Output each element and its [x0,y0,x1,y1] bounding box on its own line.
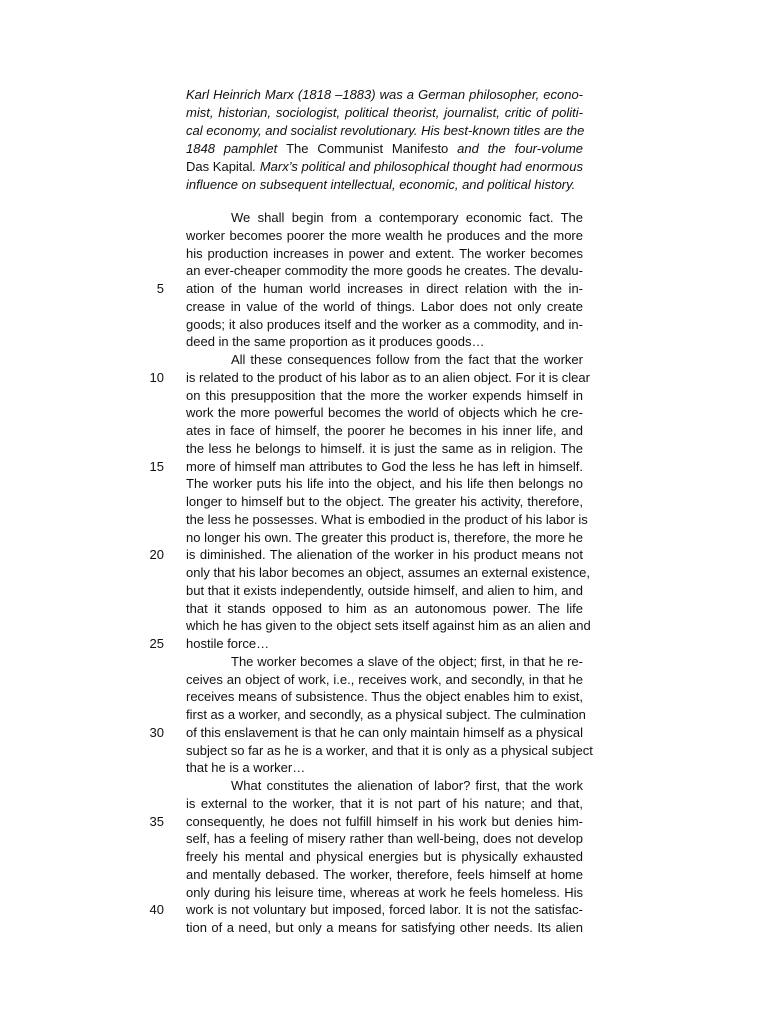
line-number-spacer [130,777,164,795]
line-number-spacer [130,333,164,351]
text-line: more of himself man attributes to God the less he has left in himself. [186,458,583,474]
text-line: which he has given to the object sets itself against him as an alien and [186,618,591,634]
line-number: 5 [156,281,164,296]
line-number: 25 [149,636,164,651]
text-line: of this enslavement is that he can only maintain himself as a physical [186,724,583,740]
main-text [186,209,593,937]
text-line: tion of a need, but only a means for satisfying other needs. Its alien [186,920,583,935]
text-line: freely his mental and physical energies but is physically exhausted [186,849,583,864]
text-line: and mentally debased. The worker, therefore, feels himself at home [186,866,583,882]
intro-line [186,140,583,158]
text-line: The worker becomes a slave of the object; first, in that he re- [231,653,583,669]
line-number-spacer [130,617,164,635]
text-line: his production increases in power and extent. The worker becomes [186,245,583,261]
intro-line: influence on subsequent intellectual, economic, and political history. [186,177,576,192]
text-line: ates in face of himself, the poorer he becomes in his inner life, and [186,423,583,438]
book-title-das-kapital: Das Kapital [186,159,253,174]
line-number: 20 [149,547,164,563]
book-title-communist-manifesto: The Communist Manifesto [286,141,449,156]
intro-line: cal economy, and socialist revolutionary. His best-known titles are the [186,123,585,138]
line-number-spacer [130,387,164,405]
text-line: an ever-cheaper commodity the more goods he creates. The devalu- [186,263,583,279]
author-intro [186,86,583,194]
line-number-spacer [130,795,164,813]
line-number-spacer [130,706,164,724]
line-number-spacer [130,404,164,422]
intro-text: 1848 pamphlet [186,141,287,156]
line-number-spacer [130,298,164,316]
text-line: the less he belongs to himself. it is just the same as in religion. The [186,440,583,456]
line-number: 10 [149,369,164,385]
line-number-spacer [130,227,164,245]
text-line: goods; it also produces itself and the worker as a commodity, and in- [186,316,583,332]
text-line: first as a worker, and secondly, as a physical subject. The culmination [186,707,586,722]
text-line: deed in the same proportion as it produces goods… [186,334,485,350]
line-number-spacer [130,440,164,458]
line-number-spacer [130,422,164,440]
text-line: worker becomes poorer the more wealth he produces and the more [186,227,583,243]
line-number-spacer [130,759,164,777]
line-number-spacer [130,262,164,280]
line-number-spacer [130,245,164,263]
text-line: that it stands opposed to him as an autonomous power. The life [186,600,583,616]
text-line: consequently, he does not fulfill himself in his work but denies him- [186,813,583,829]
text-line: but that it exists independently, outside himself, and alien to him, and [186,582,583,598]
text-line: no longer his own. The greater this product is, therefore, the more he [186,529,583,545]
intro-text: . Marx’s political and philosophical thought had enormous [252,159,583,174]
text-line: crease in value of the world of things. Labor does not only create [186,298,583,314]
text-line: longer to himself but to the object. The greater his activity, therefore, [186,494,583,509]
text-line: is related to the product of his labor as to an alien object. For it is clear [186,369,590,385]
text-line: is diminished. The alienation of the worker in his product means not [186,547,583,563]
line-number-spacer [130,475,164,493]
text-line: self, has a feeling of misery rather than well-being, does not develop [186,831,583,847]
text-line: We shall begin from a contemporary economic fact. The [231,210,583,225]
text-line: All these consequences follow from the fact that the worker [231,352,583,367]
line-number-spacer [130,529,164,547]
line-number-spacer [130,742,164,760]
text-line: work the more powerful becomes the world of objects which he cre- [186,405,583,421]
line-number: 40 [149,902,164,918]
intro-text: and the four-volume [448,141,583,156]
line-number-spacer [130,688,164,706]
text-line: The worker puts his life into the object, and his life then belongs no [186,476,583,492]
text-line: What constitutes the alienation of labor? first, that the work [231,778,583,793]
text-line: the less he possesses. What is embodied in the product of his labor is [186,511,588,527]
line-number-spacer [130,316,164,334]
text-line: on this presupposition that the more the worker expends himself in [186,387,583,403]
text-line: ation of the human world increases in direct relation with the in- [186,281,583,296]
intro-line: mist, historian, sociologist, political theorist, journalist, critic of politi- [186,105,583,120]
text-line: hostile force… [186,636,270,651]
line-number-spacer [130,582,164,600]
line-number-spacer [130,830,164,848]
intro-line: Karl Heinrich Marx (1818 –1883) was a German philosopher, econo- [186,87,583,102]
text-line: ceives an object of work, i.e., receives work, and secondly, in that he [186,671,583,687]
line-number: 35 [149,813,164,829]
line-number-spacer [130,919,164,937]
line-number-gutter [130,209,164,937]
line-number-spacer [130,600,164,618]
text-line: only during his leisure time, whereas at work he feels homeless. His [186,884,583,900]
text-line: work is not voluntary but imposed, forced labor. It is not the satisfac- [186,902,583,918]
text-line: receives means of subsistence. Thus the object enables him to exist, [186,689,583,705]
text-line: is external to the worker, that it is not part of his nature; and that, [186,795,583,811]
line-number-spacer [130,564,164,582]
line-number-spacer [130,209,164,227]
line-number-spacer [130,848,164,866]
text-line: subject so far as he is a worker, and that it is only as a physical subject [186,742,593,758]
line-number-spacer [130,671,164,689]
text-line: only that his labor becomes an object, assumes an external existence, [186,565,590,580]
line-number: 30 [149,724,164,740]
line-number-spacer [130,866,164,884]
text-line: that he is a worker… [186,760,306,776]
intro-line [186,158,583,176]
line-number-spacer [130,511,164,529]
line-number-spacer [130,884,164,902]
line-number-spacer [130,493,164,511]
line-number-spacer [130,351,164,369]
line-number: 15 [149,458,164,474]
line-number-spacer [130,653,164,671]
